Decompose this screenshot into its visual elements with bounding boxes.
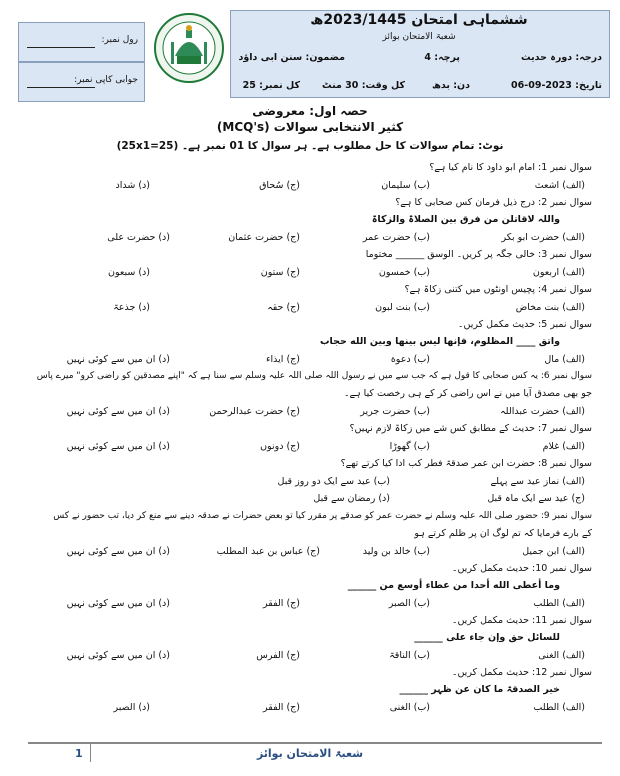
grade-label: درجہ: دورہ حدیث: [521, 52, 602, 63]
total-time-label: کل وقت: 30 منٹ: [322, 80, 405, 91]
question-10: سوال نمبر 10: حدیث مکمل کریں۔: [451, 563, 592, 574]
question-4: سوال نمبر 4: پچیس اونٹوں میں کتنی زکاۃ ہے؟: [404, 284, 592, 295]
question-7: سوال نمبر 7: حدیث کے مطابق کس شے میں زکاۃ لازم نہیں؟: [349, 423, 592, 434]
option[interactable]: (د) الصبر: [113, 702, 150, 713]
option[interactable]: (د) ان میں سے کوئی نہیں: [66, 546, 170, 557]
day-label: دن: بدھ: [431, 80, 470, 91]
question-11-quote: للسائل حق وإن جاء على ______: [414, 632, 560, 643]
option[interactable]: (ج) عباس بن عبد المطلب: [216, 546, 320, 557]
option[interactable]: (د) سبعون: [108, 267, 150, 278]
part-title: حصہ اول: معروضی: [252, 104, 368, 118]
option[interactable]: (ج) الفقر: [263, 702, 300, 713]
option[interactable]: (ج) الفقر: [263, 598, 300, 609]
option[interactable]: (ج) ایذاء: [266, 354, 300, 365]
option[interactable]: (الف) غلام: [542, 441, 585, 452]
question-9-cont: کے بارے فرمایا کہ تم لوگ ان پر ظلم کرتے ہو: [414, 528, 592, 539]
option[interactable]: (ب) حضرت جریر: [360, 406, 430, 417]
answer-copy-box: [18, 62, 145, 102]
question-6-cont: جو بھی مصدق آیا میں نے اس راضی کر کے ہی رخصت کیا ہے۔: [343, 388, 592, 399]
option[interactable]: (ب) سلیمان: [381, 180, 430, 191]
option[interactable]: (الف) مال: [544, 354, 585, 365]
answer-copy-blank[interactable]: [27, 87, 95, 88]
option[interactable]: (ب) الناقۃ: [389, 650, 430, 661]
option[interactable]: (ب) خالد بن ولید: [362, 546, 430, 557]
option[interactable]: (د) رمضان سے قبل: [313, 493, 390, 504]
roll-number-blank[interactable]: [27, 47, 95, 48]
option[interactable]: (ب) دعوة: [390, 354, 430, 365]
option[interactable]: (الف) الطلب: [533, 702, 585, 713]
option[interactable]: (د) شداد: [115, 180, 150, 191]
option[interactable]: (ج) ستون: [260, 267, 300, 278]
option[interactable]: (د) ان میں سے کوئی نہیں: [66, 650, 170, 661]
option[interactable]: (ب) خمسون: [378, 267, 430, 278]
option[interactable]: (د) ان میں سے کوئی نہیں: [66, 441, 170, 452]
instructions-note: نوٹ: تمام سوالات کا حل مطلوب ہے۔ ہر سوال کا 01 نمبر ہے۔ (25x1=25): [116, 140, 504, 152]
exam-department: شعبۃ الامتحان بوائز: [382, 32, 456, 42]
question-1: سوال نمبر 1: امام ابو داود کا نام کیا ہے؟: [429, 162, 592, 173]
option[interactable]: (ج) عید سے ایک ماہ قبل: [487, 493, 585, 504]
total-marks-label: کل نمبر: 25: [242, 80, 300, 91]
option[interactable]: (ب) الصبر: [388, 598, 430, 609]
roll-number-box: [18, 22, 145, 62]
option[interactable]: (الف) حضرت ابو بکر: [501, 232, 585, 243]
option[interactable]: (ج) سُحاق: [259, 180, 300, 191]
exam-title: ششماہی امتحان 2023/1445ھ: [310, 12, 528, 28]
option[interactable]: (د) جذعۃ: [113, 302, 150, 313]
option[interactable]: (د) ان میں سے کوئی نہیں: [66, 598, 170, 609]
option[interactable]: (الف) اشعث: [534, 180, 585, 191]
question-5-quote: واتق ____ المظلوم، فإنها ليس بينها وبين الله حجاب: [319, 336, 560, 347]
mcq-heading: کثیر الانتخابی سوالات (MCQ's): [216, 120, 404, 134]
option[interactable]: (ب) عید سے ایک دو روز قبل: [277, 476, 390, 487]
question-5: سوال نمبر 5: حدیث مکمل کریں۔: [457, 319, 592, 330]
question-9: سوال نمبر 9: حضور صلی اللہ علیہ وسلم نے حضرت عمر کو صدقے پر مقرر کیا تو بعض حضرات نے صدقہ دینے سے منع کر دیا، تب حضور نے کس: [53, 511, 592, 521]
option[interactable]: (ج) حضرت عبدالرحمن: [209, 406, 300, 417]
question-10-quote: وما أعطى الله أحدا من عطاء أوسع من ______: [347, 580, 560, 591]
footer-department: شعبۃ الامتحان بوائز: [256, 747, 364, 760]
question-2: سوال نمبر 2: درج ذیل فرمان کس صحابی کا ہے؟: [395, 197, 592, 208]
option[interactable]: (د) ان میں سے کوئی نہیں: [66, 406, 170, 417]
option[interactable]: (ج) الفرس: [256, 650, 300, 661]
option[interactable]: (ب) گھوڑا: [389, 441, 430, 452]
date-label: تاریخ: 2023-09-06: [511, 80, 602, 91]
question-8: سوال نمبر 8: حضرت ابن عمر صدقۃ فطر کب ادا کیا کرتے تھے؟: [340, 458, 592, 469]
option[interactable]: (الف) اربعون: [532, 267, 585, 278]
question-6: سوال نمبر 6: یہ کس صحابی کا قول ہے کہ جب سے میں نے رسول اللہ صلی اللہ علیہ وسلم سے سنا ہے کہ "اپنے مصدقین کو راضی کرو" میرے پاس: [36, 371, 592, 381]
question-12-quote: خیر الصدقۃ ما کان عن ظہر ______: [399, 684, 560, 695]
option[interactable]: (د) ان میں سے کوئی نہیں: [66, 354, 170, 365]
option[interactable]: (ج) حضرت عثمان: [228, 232, 300, 243]
paper-label: پرچہ: 4: [424, 52, 460, 63]
question-11: سوال نمبر 11: حدیث مکمل کریں۔: [451, 615, 592, 626]
option[interactable]: (ج) حقہ: [267, 302, 300, 313]
footer-divider: [28, 742, 602, 744]
question-3: سوال نمبر 3: خالی جگہ پر کریں۔ الوسق ______ مختوما: [365, 249, 592, 260]
option[interactable]: (الف) حضرت عبداللہ: [500, 406, 585, 417]
question-12: سوال نمبر 12: حدیث مکمل کریں۔: [451, 667, 592, 678]
page-number: 1: [75, 747, 83, 760]
option[interactable]: (الف) الطلب: [533, 598, 585, 609]
option[interactable]: (الف) الغنی: [538, 650, 585, 661]
option[interactable]: (ب) بنت لبون: [375, 302, 430, 313]
question-2-quote: واللہ لاقاتلن من فرق بین الصلاۃ والزکاۃ: [371, 214, 560, 225]
institution-logo: [153, 12, 225, 84]
option[interactable]: (الف) بنت مخاض: [515, 302, 585, 313]
option[interactable]: (ب) حضرت عمر: [362, 232, 430, 243]
option[interactable]: (ب) الغنی: [389, 702, 430, 713]
option[interactable]: (الف) نماز عید سے پہلے: [490, 476, 585, 487]
answer-copy-label: جوابی کاپی نمبر:: [74, 75, 138, 85]
option[interactable]: (ج) دونوں: [260, 441, 300, 452]
option[interactable]: (الف) ابن جمیل: [522, 546, 585, 557]
roll-number-label: رول نمبر:: [101, 35, 138, 45]
option[interactable]: (د) حضرت علی: [107, 232, 170, 243]
subject-label: مضمون: سنن ابی داؤد: [238, 52, 345, 63]
